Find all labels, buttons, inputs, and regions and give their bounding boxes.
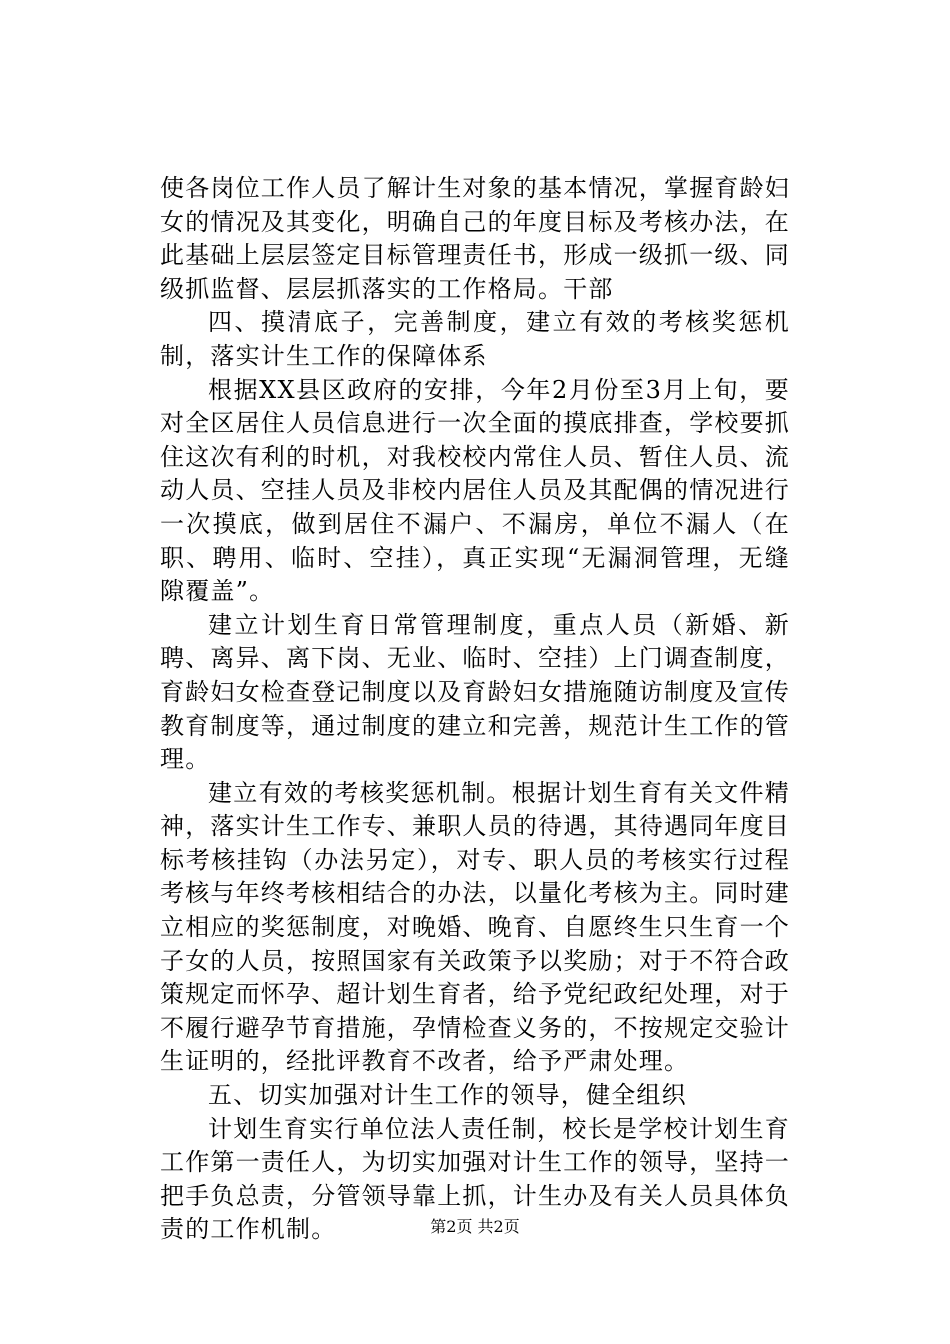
paragraph-management-system: 建立计划生育日常管理制度，重点人员（新婚、新聘、离异、离下岗、无业、临时、空挂）上门调查制度，育龄妇女检查登记制度以及育龄妇女措施随访制度及宣传教育制度等，通过制度的建立和完善，规范计生工作的管理。 (160, 610, 790, 774)
section-heading-four: 四、摸清底子，完善制度，建立有效的考核奖惩机制，落实计生工作的保障体系 (160, 308, 790, 370)
paragraph-responsibility: 计划生育实行单位法人责任制，校长是学校计划生育工作第一责任人，为切实加强对计生工作的领导，坚持一把手负总责，分管领导靠上抓，计生办及有关人员具体负责的工作机制。 (160, 1114, 790, 1244)
page-footer: 第2页 共2页 (430, 1217, 520, 1236)
document-body (160, 172, 790, 1247)
section-heading-five: 五、切实加强对计生工作的领导，健全组织 (208, 1081, 687, 1110)
paragraph-survey: 根据XX县区政府的安排，今年2月份至3月上旬，要对全区居住人员信息进行一次全面的摸底排查，学校要抓住这次有利的时机，对我校校内常住人员、暂住人员、流动人员、空挂人员及非校内居住人员及其配偶的情况进行一次摸底，做到居住不漏户、不漏房，单位不漏人（在职、聘用、临时、空挂），真正实现“无漏洞管理，无缝隙覆盖”。 (160, 375, 790, 606)
paragraph-continuation: 使各岗位工作人员了解计生对象的基本情况，掌握育龄妇女的情况及其变化，明确自己的年度目标及考核办法，在此基础上层层签定目标管理责任书，形成一级抓一级、同级抓监督、层层抓落实的工作格局。干部 (160, 174, 790, 303)
paragraph-reward-punishment: 建立有效的考核奖惩机制。根据计划生育有关文件精神，落实计生工作专、兼职人员的待遇，其待遇同年度目标考核挂钩（办法另定），对专、职人员的考核实行过程考核与年终考核相结合的办法，以量化考核为主。同时建立相应的奖惩制度，对晚婚、晚育、自愿终生只生育一个子女的人员，按照国家有关政策予以奖励；对于不符合政策规定而怀孕、超计划生育者，给予党纪政纪处理，对于不履行避孕节育措施，孕情检查义务的，不按规定交验计生证明的，经批评教育不改者，给予严肃处理。 (160, 778, 790, 1076)
